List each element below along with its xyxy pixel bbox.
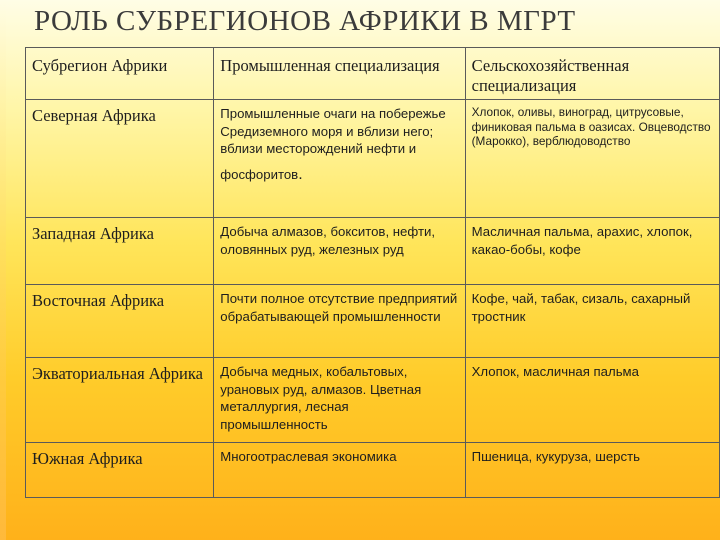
header-subregion-label: Субрегион Африки xyxy=(32,56,168,75)
table-row xyxy=(26,100,720,218)
table-row xyxy=(26,358,720,443)
region-name: Экваториальная Африка xyxy=(32,364,203,383)
region-name: Северная Африка xyxy=(32,106,156,125)
table-row xyxy=(26,285,720,358)
agriculture-cell xyxy=(465,100,719,218)
africa-subregions-table xyxy=(25,47,720,498)
region-cell xyxy=(26,285,214,358)
agriculture-text: Хлопок, масличная пальма xyxy=(471,364,639,379)
header-agriculture-label: Сельскохозяйственная специализация xyxy=(471,56,630,95)
table-row xyxy=(26,443,720,498)
agriculture-cell xyxy=(465,358,719,443)
agriculture-text: Пшеница, кукуруза, шерсть xyxy=(471,449,640,464)
industry-cell xyxy=(214,358,465,443)
region-cell xyxy=(26,218,214,285)
region-cell xyxy=(26,358,214,443)
region-name: Южная Африка xyxy=(32,449,143,468)
header-cell-agriculture xyxy=(465,48,719,100)
agriculture-text: Кофе, чай, табак, сизаль, сахарный тростник xyxy=(471,291,691,324)
industry-cell xyxy=(214,443,465,498)
industry-cell xyxy=(214,285,465,358)
industry-text: Почти полное отсутствие предприятий обрабатывающей промышленности xyxy=(220,291,458,324)
table-header-row xyxy=(26,48,720,100)
header-cell-industry xyxy=(214,48,465,100)
industry-text xyxy=(220,100,458,183)
agriculture-text: Масличная пальма, арахис, хлопок, какао-бобы, кофе xyxy=(471,224,693,257)
table-row xyxy=(26,218,720,285)
agriculture-cell xyxy=(465,218,719,285)
industry-cell xyxy=(214,218,465,285)
decorative-edge xyxy=(0,0,6,540)
region-name: Западная Африка xyxy=(32,224,154,243)
region-name: Восточная Африка xyxy=(32,291,165,310)
industry-text: Многоотраслевая экономика xyxy=(220,449,397,464)
region-cell xyxy=(26,100,214,218)
industry-cell xyxy=(214,100,465,218)
industry-text: Добыча медных, кобальтовых, урановых руд, алмазов. Цветная металлургия, лесная промышленность xyxy=(220,364,422,432)
header-cell-subregion xyxy=(26,48,214,100)
industry-text: Добыча алмазов, бокситов, нефти, оловянных руд, железных руд xyxy=(220,224,436,257)
industry-text-tail xyxy=(220,166,458,184)
page-title: РОЛЬ СУБРЕГИОНОВ АФРИКИ В МГРТ xyxy=(34,5,576,37)
industry-text-main: Промышленные очаги на побережье Средиземного моря и вблизи него; вблизи месторождений нефти и xyxy=(220,106,446,156)
region-cell xyxy=(26,443,214,498)
agriculture-cell xyxy=(465,443,719,498)
industry-tail-word: фосфоритов xyxy=(220,166,299,182)
agriculture-text: Хлопок, оливы, виноград, цитрусовые, финиковая пальма в оазисах. Овцеводство (Марокко), верблюдоводство xyxy=(471,105,711,148)
industry-tail-punct: . xyxy=(298,165,303,183)
agriculture-cell xyxy=(465,285,719,358)
header-industry-label: Промышленная специализация xyxy=(220,56,440,75)
